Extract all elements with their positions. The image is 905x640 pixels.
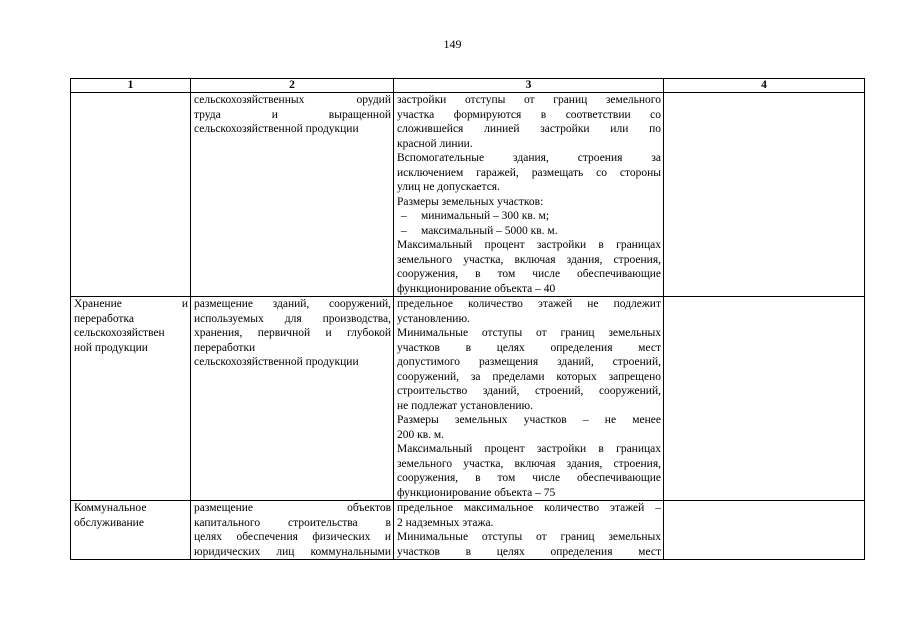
dash-bullet: – — [401, 224, 407, 237]
text-line: строительство зданий, строений, сооружений, — [397, 385, 661, 397]
text-line: юридических лиц коммунальными — [194, 545, 391, 558]
column-header: 2 — [191, 79, 394, 93]
text-line: сельскохозяйственных орудий — [194, 94, 391, 106]
text-line: сельскохозяйственной продукции — [194, 123, 359, 135]
list-item — [397, 224, 661, 239]
text-line: застройки отступы от границ земельного — [397, 94, 661, 106]
land-use-type-cell — [71, 297, 191, 501]
text-line: обслуживание — [74, 516, 144, 529]
text-line: хранения, первичной и глубокой — [194, 327, 391, 339]
text-line: Коммунальное — [74, 502, 147, 514]
table-row — [71, 297, 865, 501]
text-line: 2 надземных этажа. — [397, 516, 494, 529]
text-line: Минимальные отступы от границ земельных — [397, 531, 661, 543]
list-item-text: минимальный – 300 кв. м; — [421, 210, 550, 222]
regulations-table — [70, 78, 865, 560]
text-line: Минимальные отступы от границ земельных — [397, 327, 661, 339]
text-line: участка формируются в соответствии со — [397, 108, 661, 121]
text-line: сложившейся линией застройки или по — [397, 123, 661, 135]
column-header: 4 — [664, 79, 865, 93]
text-line: используемых для производства, — [194, 312, 391, 325]
text-line: сооружений, за пределами которых запрещено — [397, 370, 661, 383]
land-use-description-cell — [191, 501, 394, 560]
text-line: земельного участка, включая здания, строения, — [397, 253, 661, 266]
text-line: земельного участка, включая здания, строения, — [397, 457, 661, 470]
text-line: красной линии. — [397, 137, 473, 150]
text-line: сооружения, в том числе обеспечивающие — [397, 268, 661, 280]
text-line: Максимальный процент застройки в границах — [397, 443, 661, 455]
text-line: труда и выращенной — [194, 108, 391, 121]
land-use-type-cell — [71, 93, 191, 297]
text-line: Хранение и — [74, 298, 188, 310]
text-line: Максимальный процент застройки в границах — [397, 239, 661, 251]
notes-cell — [664, 501, 865, 560]
text-line: сельскохозяйствен — [74, 327, 165, 339]
notes-cell — [664, 93, 865, 297]
text-line: ной продукции — [74, 341, 148, 354]
text-line: установлению. — [397, 312, 470, 325]
column-header: 1 — [71, 79, 191, 93]
column-header: 3 — [394, 79, 664, 93]
text-line: переработки — [194, 341, 256, 354]
text-line: Вспомогательные здания, строения за — [397, 152, 661, 164]
text-line: целях обеспечения физических и — [194, 531, 391, 543]
text-line: сооружения, в том числе обеспечивающие — [397, 472, 661, 484]
text-line: исключением гаражей, размещать со стороны — [397, 166, 661, 179]
text-line: размещение объектов — [194, 502, 391, 514]
table-header-row — [71, 79, 865, 93]
land-use-type-cell — [71, 501, 191, 560]
list-item — [397, 209, 661, 224]
parameters-cell — [394, 501, 664, 560]
list-item-text: максимальный – 5000 кв. м. — [421, 224, 558, 237]
land-use-description-cell — [191, 297, 394, 501]
dash-bullet: – — [401, 210, 407, 222]
text-line: размещение зданий, сооружений, — [194, 298, 391, 310]
page-number: 149 — [443, 37, 462, 51]
text-line: переработка — [74, 312, 134, 325]
text-line: допустимого размещения зданий, строений, — [397, 356, 661, 368]
text-line: улиц не допускается. — [397, 181, 500, 193]
text-line: предельное максимальное количество этажей – — [397, 502, 661, 514]
notes-cell — [664, 297, 865, 501]
text-line: сельскохозяйственной продукции — [194, 356, 359, 368]
text-line: не подлежат установлению. — [397, 399, 533, 412]
parameters-cell — [394, 93, 664, 297]
text-line: функционирование объекта – 75 — [397, 486, 556, 499]
text-line: участков в целях определения мест — [397, 545, 661, 558]
table-row — [71, 501, 865, 560]
text-line: 200 кв. м. — [397, 428, 445, 441]
land-use-description-cell — [191, 93, 394, 297]
table-row — [71, 93, 865, 297]
parameters-cell — [394, 297, 664, 501]
text-line: участков в целях определения мест — [397, 341, 661, 354]
text-line: капитального строительства в — [194, 516, 391, 529]
text-line: функционирование объекта – 40 — [397, 282, 556, 295]
text-line: Размеры земельных участков – не менее — [397, 414, 661, 426]
text-line: предельное количество этажей не подлежит — [397, 298, 661, 310]
text-line: Размеры земельных участков: — [397, 195, 544, 208]
